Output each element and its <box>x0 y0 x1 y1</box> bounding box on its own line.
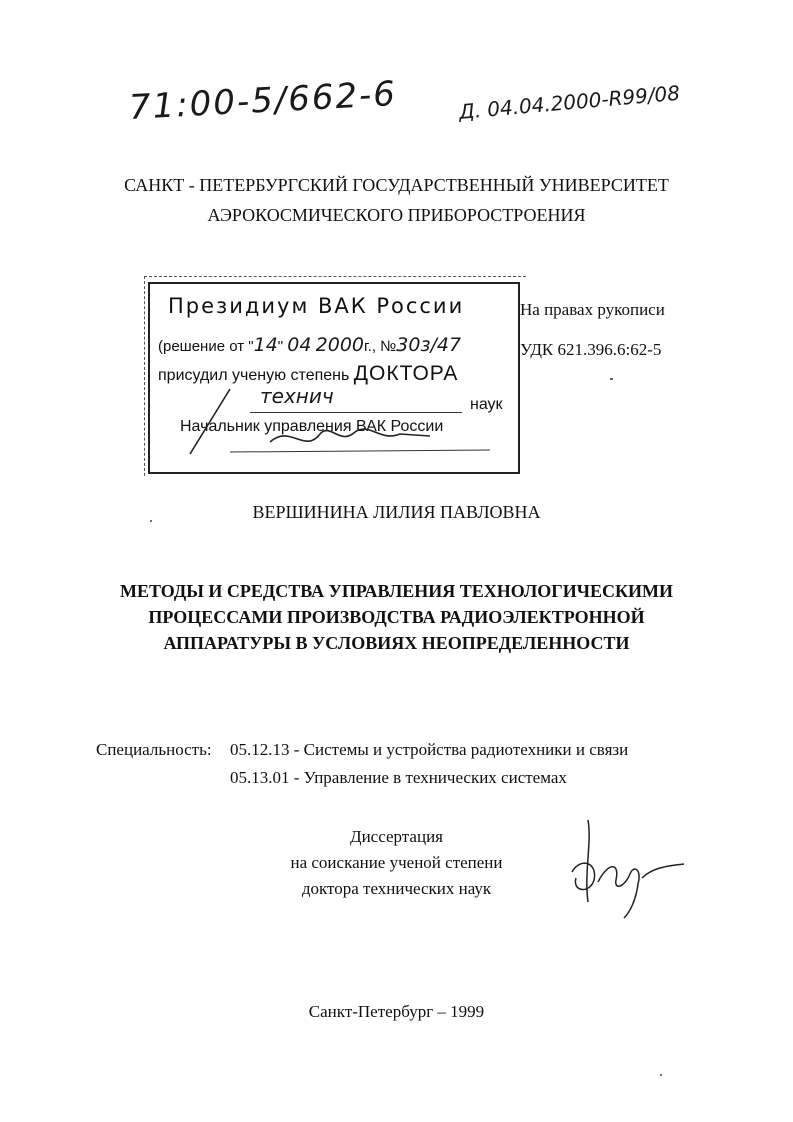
stamp-awarded-prefix: присудил ученую степень <box>158 367 350 384</box>
scan-speck <box>610 378 613 380</box>
place-year: Санкт-Петербург – 1999 <box>308 1002 485 1021</box>
specialty-item-2: 05.13.01 - Управление в технических системах <box>230 768 567 787</box>
stamp-title: Президиум ВАК России <box>168 294 465 318</box>
scan-speck <box>660 1074 662 1076</box>
specialty-label: Специальность: <box>96 740 212 759</box>
specialty-item-1: 05.12.13 - Системы и устройства радиотехники и связи <box>230 740 629 759</box>
university-header <box>40 170 753 230</box>
dissertation-line-2: на соискание ученой степени <box>290 853 503 872</box>
author-name: ВЕРШИНИНА ЛИЛИЯ ПАВЛОВНА <box>252 502 541 522</box>
dissertation-line-1: Диссертация <box>349 827 443 846</box>
title-line-3: АППАРАТУРЫ В УСЛОВИЯХ НЕОПРЕДЕЛЕННОСТИ <box>163 633 630 653</box>
archive-note: Д. 04.04.2000-R99/08 <box>458 80 681 124</box>
stamp-field-suffix: наук <box>470 396 503 413</box>
rights-label: На правах рукописи <box>520 300 665 319</box>
vak-stamp <box>148 282 520 474</box>
stamp-decision-day: 14 <box>253 334 278 356</box>
archive-number: 71:00-5/662-6 <box>128 73 398 128</box>
stamp-decision-mid: " <box>277 338 284 355</box>
udc-code: УДК 621.396.6:62-5 <box>520 340 662 359</box>
stamp-head: Начальник управления ВАК России <box>180 418 444 435</box>
title-line-1: МЕТОДЫ И СРЕДСТВА УПРАВЛЕНИЯ ТЕХНОЛОГИЧЕСКИМИ <box>119 581 674 601</box>
stamp-decision-prefix: (решение от " <box>158 338 254 355</box>
specialty-block <box>96 736 628 792</box>
dissertation-line-3: доктора технических наук <box>301 879 492 898</box>
stamp-decision-number: 30з/47 <box>396 334 462 356</box>
rights-block <box>520 290 665 370</box>
stamp-decision-year: 2000 <box>315 334 365 356</box>
stamp-degree: ДОКТОРА <box>353 362 459 385</box>
author-signature <box>558 812 688 922</box>
stamp-field-handwritten: технич <box>260 384 334 408</box>
stamp-awarded-row <box>158 362 458 386</box>
stamp-decision-month: 04 <box>287 334 312 356</box>
dissertation-description <box>200 824 593 902</box>
scan-speck <box>150 520 152 522</box>
title-line-2: ПРОЦЕССАМИ ПРОИЗВОДСТВА РАДИОЭЛЕКТРОННОЙ <box>148 607 645 627</box>
university-line-2: АЭРОКОСМИЧЕСКОГО ПРИБОРОСТРОЕНИЯ <box>207 205 586 225</box>
stamp-decision-suffix: г., № <box>364 338 397 355</box>
stamp-signature <box>170 384 500 464</box>
university-line-1: САНКТ - ПЕТЕРБУРГСКИЙ ГОСУДАРСТВЕННЫЙ УНИВЕРСИТЕТ <box>124 175 669 195</box>
stamp-decision-row <box>158 334 461 356</box>
dissertation-title <box>60 578 733 656</box>
